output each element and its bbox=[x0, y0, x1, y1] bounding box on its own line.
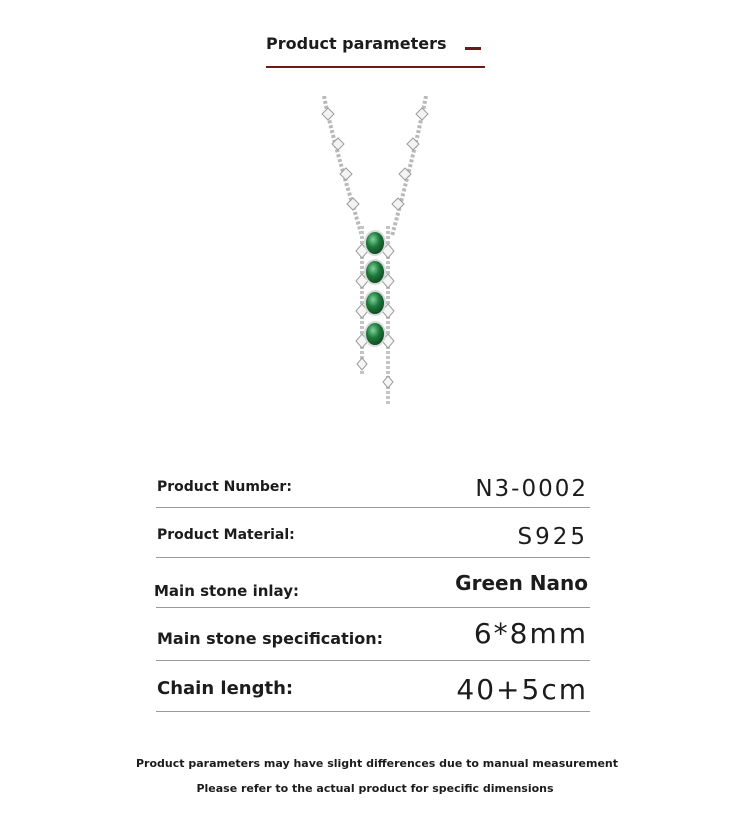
param-row-chain-length bbox=[156, 661, 590, 712]
param-label: Product Material: bbox=[157, 527, 295, 543]
param-label: Main stone inlay: bbox=[154, 582, 299, 600]
footnote-measurement: Product parameters may have slight differences due to manual measurement bbox=[135, 757, 618, 770]
necklace-product-image bbox=[296, 96, 456, 412]
param-label: Product Number: bbox=[157, 479, 292, 495]
param-value: 6*8mm bbox=[473, 617, 588, 650]
param-row-material bbox=[156, 508, 590, 558]
parameters-table bbox=[156, 468, 590, 712]
emerald-necklace-icon bbox=[296, 96, 456, 412]
footnote-dimensions: Please refer to the actual product for specific dimensions bbox=[196, 782, 554, 795]
section-header bbox=[266, 34, 486, 70]
param-row-stone-spec bbox=[156, 608, 590, 661]
param-value: S925 bbox=[517, 524, 588, 550]
param-value: Green Nano bbox=[455, 571, 588, 595]
param-row-product-number bbox=[156, 468, 590, 508]
section-title: Product parameters bbox=[266, 34, 447, 53]
header-dash-accent bbox=[465, 47, 481, 50]
param-label: Main stone specification: bbox=[157, 629, 383, 648]
param-row-stone-inlay bbox=[156, 558, 590, 608]
header-underline bbox=[266, 66, 485, 68]
param-value: N3-0002 bbox=[475, 476, 588, 502]
param-value: 40+5cm bbox=[456, 673, 588, 706]
param-label: Chain length: bbox=[157, 678, 294, 699]
